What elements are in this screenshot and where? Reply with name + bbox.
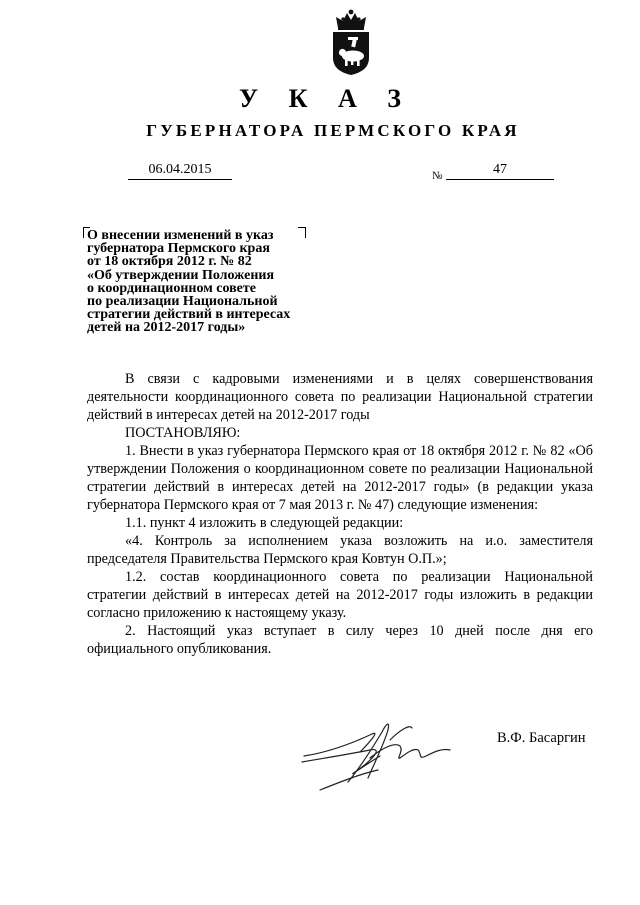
crown-icon (336, 10, 366, 30)
document-title: У К А З (239, 84, 413, 113)
subject-line: по реализации Национальной (87, 294, 278, 310)
document-subject (87, 229, 317, 335)
item-1: 1. Внести в указ губернатора Пермского края от 18 октября 2012 г. № 82 «Об утверждении Положения о координационном совете по реализации Национальной стратегии действий в интересах детей на 2012-2017 годы» (в редакции указа губернатора Пермского края от 7 мая 2013 г. № 47) следующие изменения: (87, 443, 593, 513)
item-2: 2. Настоящий указ вступает в силу через 10 дней после дня его официального опубликования. (87, 623, 593, 657)
item-1-1: 1.1. пункт 4 изложить в следующей редакции: (125, 515, 404, 531)
subject-line: губернатора Пермского края (87, 241, 270, 257)
subject-line: от 18 октября 2012 г. № 82 (87, 254, 252, 270)
subject-line: о координационном совете (87, 280, 256, 296)
document-issuer: ГУБЕРНАТОРА ПЕРМСКОГО КРАЯ (146, 121, 520, 140)
document-date: 06.04.2015 (128, 162, 232, 180)
handwritten-signature (300, 712, 470, 794)
decree-word: ПОСТАНОВЛЯЮ: (125, 425, 241, 441)
subject-line: О внесении изменений в указ (87, 228, 274, 243)
subject-line: «Об утверждении Положения (87, 267, 275, 283)
document-number: 47 (446, 162, 554, 180)
item-1-1-text: «4. Контроль за исполнением указа возложить на и.о. заместителя председателя Правительства Пермского края Ковтун О.П.»; (87, 533, 593, 567)
subject-line: стратегии действий в интересах (87, 307, 291, 323)
preamble-paragraph: В связи с кадровыми изменениями и в целях совершенствования деятельности координационного совета по реализации Национальной стратегии действий в интересах детей на 2012-2017 годы (87, 371, 593, 423)
document-body (87, 370, 593, 658)
signer-name: В.Ф. Басаргин (497, 730, 586, 746)
number-label: № (432, 170, 443, 182)
coat-of-arms-emblem (326, 8, 376, 76)
item-1-2: 1.2. состав координационного совета по реализации Национальной стратегии действий в интересах детей на 2012-2017 годы изложить в редакции согласно приложению к настоящему указу. (87, 569, 593, 621)
subject-line: детей на 2012-2017 годы» (87, 320, 246, 336)
